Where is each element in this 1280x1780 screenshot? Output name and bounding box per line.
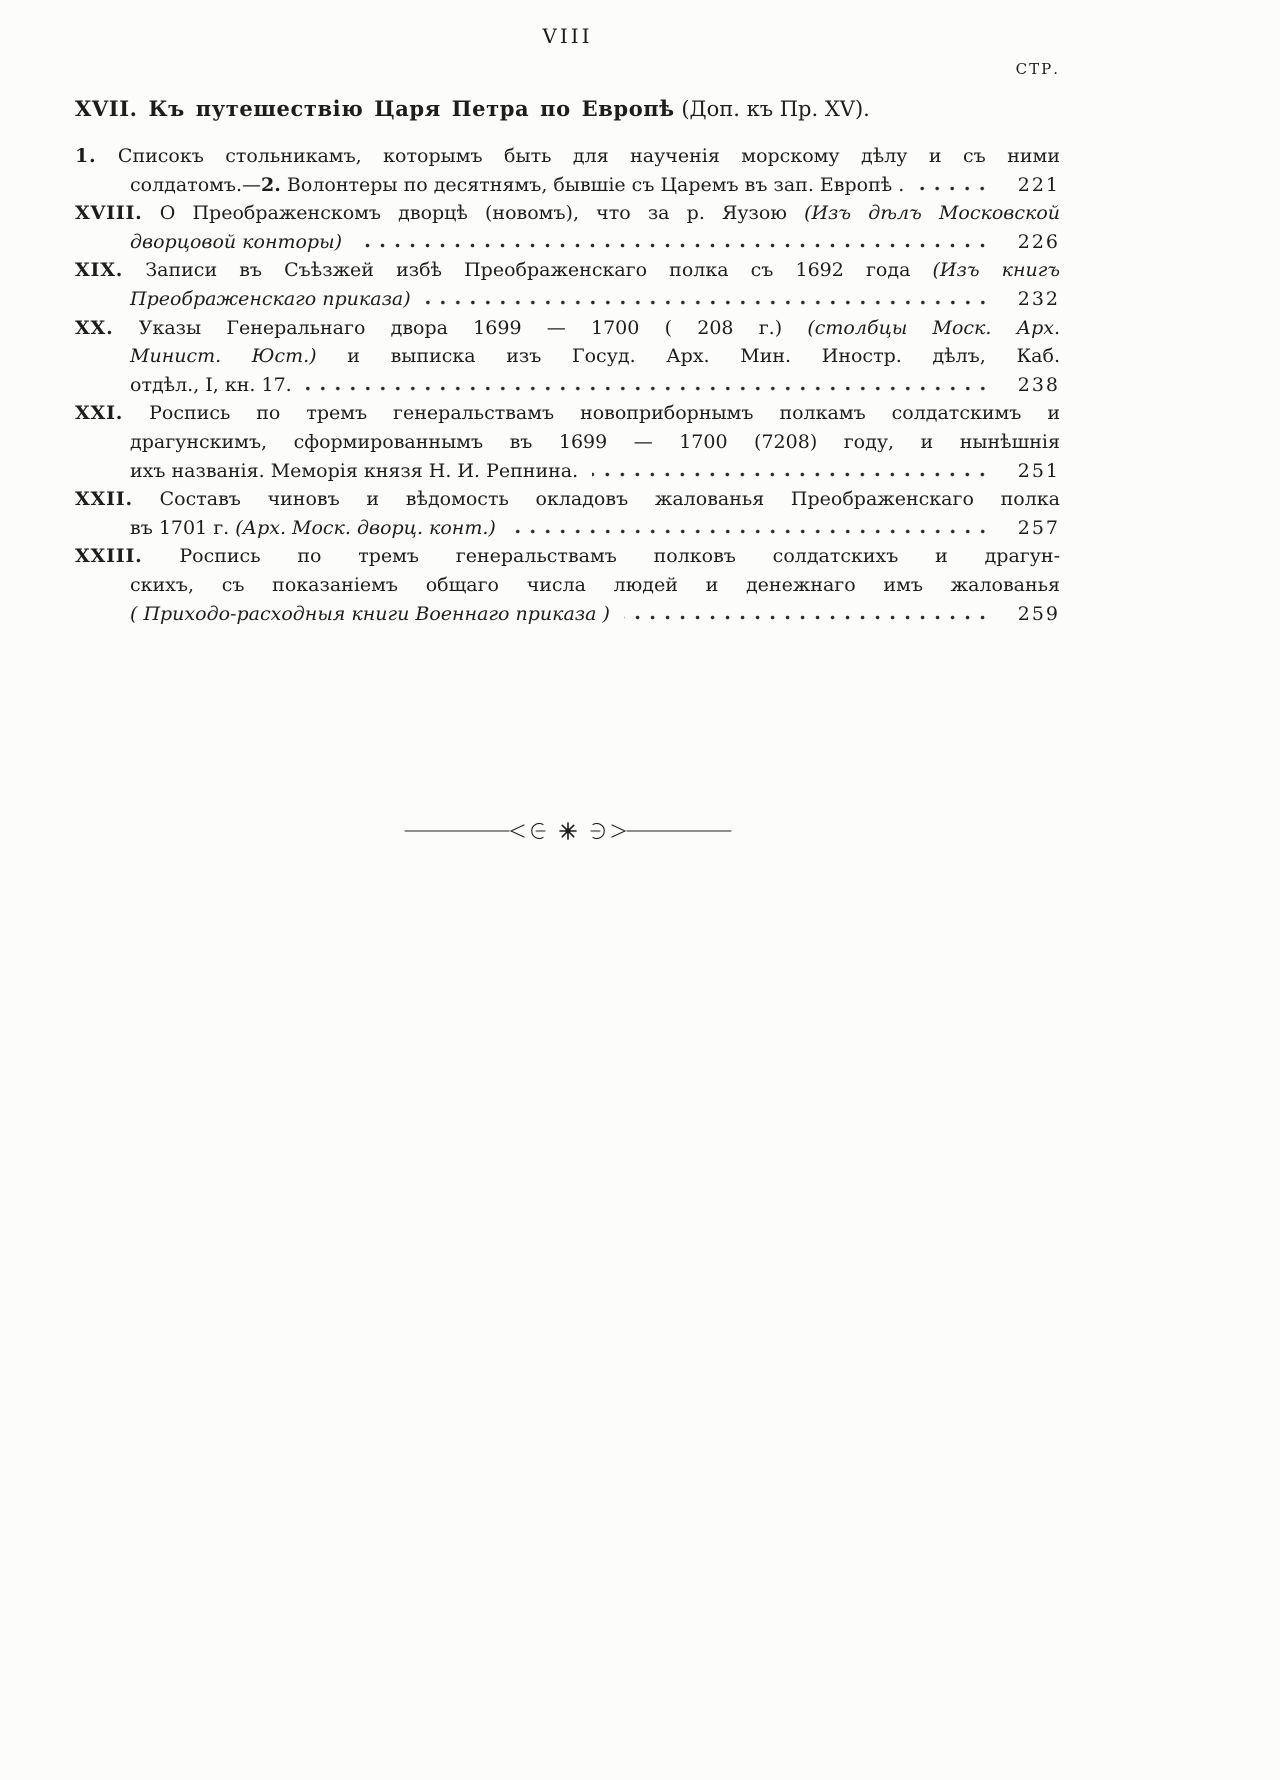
- dot-leader: [306, 386, 990, 391]
- entry-number: XXII.: [75, 488, 133, 511]
- entry-number: XX.: [75, 316, 114, 339]
- entry-text: [130, 228, 342, 257]
- entry-text-italic: Минист. Юст.): [130, 345, 317, 368]
- entry-number: XXI.: [75, 402, 124, 425]
- toc-entry-xx: [75, 314, 1060, 400]
- page-number: 232: [1017, 287, 1060, 310]
- entry-text: [130, 371, 292, 400]
- toc-line: [75, 571, 1060, 600]
- toc-line: [75, 542, 1060, 571]
- toc-line: [75, 256, 1060, 285]
- entry-text: Роспись по тремъ генеральствамъ новоприборнымъ полкамъ солдатскимъ и: [149, 402, 1060, 425]
- entry-text-part: Волонтеры по десятнямъ, бывшіе съ Царемъ въ зап. Европѣ .: [280, 173, 905, 196]
- toc-entry-xxii: [75, 485, 1060, 542]
- entry-text: О Преображенскомъ дворцѣ (новомъ), что за р. Яузою: [159, 202, 805, 225]
- entry-text-part: Преображенскаго приказа): [130, 287, 411, 310]
- toc-line: [75, 342, 1060, 371]
- page-number: 226: [1017, 230, 1060, 253]
- toc-entries: [75, 142, 1060, 628]
- toc-line: [75, 228, 1060, 257]
- toc-line: [75, 600, 1060, 629]
- entry-text-part: отдѣл., I, кн. 17.: [130, 373, 292, 396]
- entry-text-part: ихъ названія. Меморія князя Н. И. Репнина.: [130, 459, 579, 482]
- entry-text: [130, 600, 610, 629]
- entry-text: [130, 171, 904, 200]
- entry-text-part: солдатомъ.—: [130, 173, 262, 196]
- entry-text: скихъ, съ показаніемъ общаго числа людей и денежнаго имъ жалованья: [130, 573, 1060, 596]
- entry-text: Списокъ стольникамъ, которымъ быть для наученія морскому дѣлу и съ ними: [117, 145, 1060, 167]
- ornament-graphic: [403, 820, 733, 842]
- entry-text-italic: (Изъ дѣлъ Московской: [804, 202, 1060, 225]
- entry-text-italic: (столбцы Моск. Арх.: [807, 316, 1060, 339]
- entry-number: XVIII.: [75, 202, 143, 225]
- page-number: 221: [1017, 173, 1060, 196]
- toc-entry-xviii: [75, 199, 1060, 256]
- entry-text: [130, 285, 411, 314]
- folio-page-number: VIII: [542, 24, 593, 48]
- toc-line: [75, 485, 1060, 514]
- entry-number: XIX.: [75, 259, 124, 282]
- toc-line: [75, 399, 1060, 428]
- entry-text: [130, 514, 496, 543]
- entry-text: Указы Генеральнаго двора 1699 — 1700 ( 208 г.): [138, 316, 808, 339]
- toc-line: [75, 428, 1060, 457]
- toc-line: [75, 199, 1060, 228]
- entry-text-part: 2.: [261, 173, 281, 196]
- entry-text: Составъ чиновъ и вѣдомость окладовъ жалованья Преображенскаго полка: [159, 488, 1060, 511]
- page-number: 251: [1017, 459, 1060, 482]
- entry-text: и выписка изъ Госуд. Арх. Мин. Иностр. дѣлъ, Каб.: [316, 345, 1060, 368]
- heading-main: XVII. Къ путешествію Царя Петра по Европѣ: [75, 96, 675, 121]
- entry-number: XXIII.: [75, 545, 143, 568]
- entry-text-part: (Арх. Моск. дворц. конт.): [235, 516, 496, 539]
- toc-line: [75, 457, 1060, 486]
- dot-leader: [510, 529, 990, 534]
- dot-leader: [918, 186, 990, 191]
- toc-section-heading: [75, 94, 1060, 124]
- page-content: [75, 0, 1060, 628]
- toc-line: [75, 285, 1060, 314]
- entry-number: 1.: [75, 145, 97, 167]
- toc-line: [75, 371, 1060, 400]
- toc-entry-xxi: [75, 399, 1060, 485]
- entry-text: [130, 457, 578, 486]
- entry-text-italic: (Изъ книгъ: [932, 259, 1060, 282]
- entry-text-part: дворцовой конторы): [130, 230, 342, 253]
- page-column-label: СТР.: [1015, 60, 1060, 78]
- toc-entry-1: [75, 142, 1060, 199]
- dot-leader: [356, 243, 990, 248]
- dot-leader: [624, 615, 990, 620]
- entry-text: драгунскимъ, сформированнымъ въ 1699 — 1700 (7208) году, и нынѣшнія: [130, 430, 1060, 453]
- toc-line: [75, 314, 1060, 343]
- toc-line: [75, 142, 1060, 171]
- heading-suffix: (Доп. къ Пр. XV).: [674, 97, 870, 121]
- entry-text-part: ( Приходо-расходныя книги Военнаго приказа ): [130, 602, 610, 625]
- ornament-divider: [75, 820, 1060, 842]
- entry-text-part: въ 1701 г.: [130, 516, 236, 539]
- entry-text: Записи въ Съѣзжей избѣ Преображенскаго полка съ 1692 года: [145, 259, 933, 282]
- dot-leader: [425, 300, 990, 305]
- page-number: 257: [1017, 516, 1060, 539]
- page-number: 259: [1017, 602, 1060, 625]
- entry-text: Роспись по тремъ генеральствамъ полковъ солдатскихъ и драгун-: [179, 545, 1060, 568]
- dot-leader: [592, 472, 990, 477]
- toc-entry-xix: [75, 256, 1060, 313]
- toc-line: [75, 514, 1060, 543]
- toc-line: [75, 171, 1060, 200]
- toc-entry-xxiii: [75, 542, 1060, 628]
- page-number: 238: [1017, 373, 1060, 396]
